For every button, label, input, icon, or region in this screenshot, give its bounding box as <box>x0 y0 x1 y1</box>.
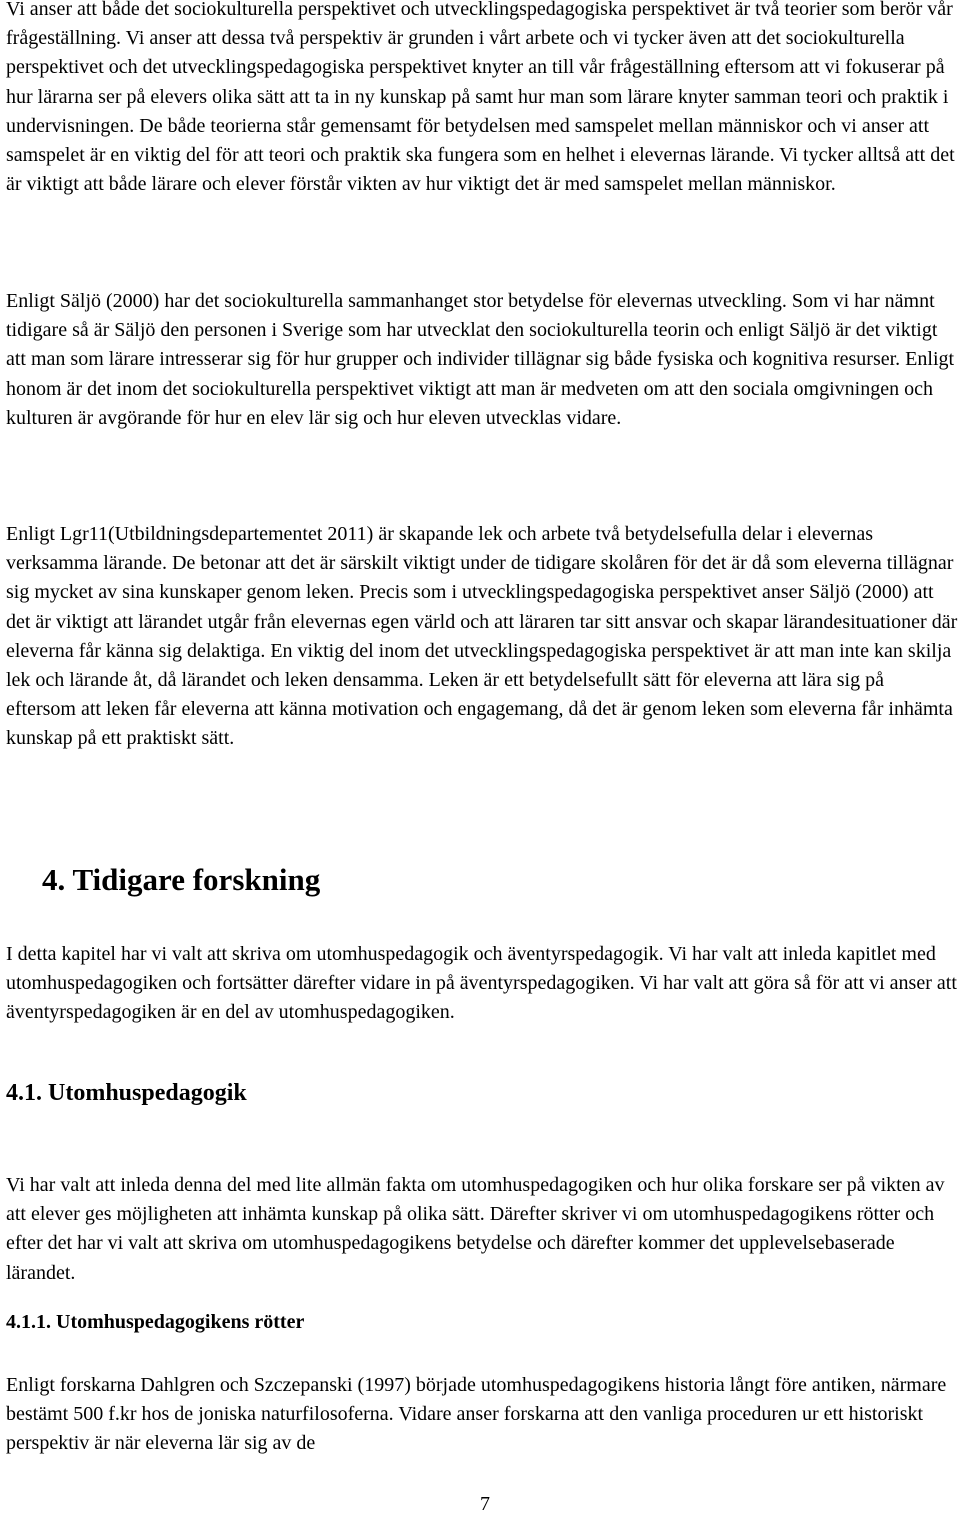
subsection-heading: 4.1.1. Utomhuspedagogikens rötter <box>6 1311 305 1333</box>
body-paragraph: Vi anser att både det sociokulturella perspektivet och utvecklingspedagogiska perspektivet är två teorier som berör vår frågeställning. Vi anser att dessa två perspektiv är grunden i vårt arbete och vi tycker även att det sociokulturella perspektivet och det utvecklingspedagogiska perspektivet knyter an till vår frågeställning eftersom att vi fokuserar på hur lärarna ser på elevers olika sätt att ta in ny kunskap på samt hur man som lärare knyter samman teori och praktik i undervisningen. De både teorierna står gemensamt för betydelsen med samspelet mellan människor och vi anser att samspelet är en viktig del för att teori och praktik ska fungera som en helhet i elevernas lärande. Vi tycker alltså att det är viktigt att både lärare och elever förstår vikten av hur viktigt det är med samspelet mellan människor. <box>6 0 955 196</box>
section-heading: 4.1. Utomhuspedagogik <box>6 1080 247 1106</box>
body-paragraph: Enligt forskarna Dahlgren och Szczepanski (1997) började utomhuspedagogikens historia långt före antiken, närmare bestämt 500 f.kr hos de joniska naturfilosoferna. Vidare anser forskarna att den vanliga proceduren ur ett historiskt perspektiv är när eleverna lär sig av de <box>6 1374 947 1455</box>
page-number: 7 <box>480 1493 490 1515</box>
body-paragraph: I detta kapitel har vi valt att skriva om utomhuspedagogik och äventyrspedagogik. Vi har valt att inleda kapitlet med utomhuspedagogiken och fortsätter därefter vidare in på äventyrspedagogiken. Vi har valt att göra så för att vi anser att äventyrspedagogiken är en del av utomhuspedagogiken. <box>6 943 957 1024</box>
body-paragraph: Enligt Lgr11(Utbildningsdepartementet 2011) är skapande lek och arbete två betydelsefulla delar i elevernas verksamma lärande. De betonar att det är särskilt viktigt under de tidigare skolåren för det är då som eleverna tillägnar sig mycket av sina kunskaper genom leken. Precis som i utvecklingspedagogiska perspektivet anser Säljö (2000) att det är viktigt att lärandet utgår från elevernas egen värld och att läraren tar sitt ansvar och skapar lärandesituationer där eleverna får känna sig delaktiga. En viktig del inom det utvecklingspedagogiska perspektivet är att man inte kan skilja lek och lärande åt, då lärandet och leken densamma. Leken är ett betydelsefullt sätt för eleverna att lära sig på eftersom att leken får eleverna att känna motivation och engagemang, då det är genom leken som eleverna får inhämta kunskap på ett praktiskt sätt. <box>6 523 958 750</box>
document-page <box>6 0 958 1515</box>
body-paragraph: Vi har valt att inleda denna del med lite allmän fakta om utomhuspedagogiken och hur olika forskare ser på vikten av att elever ges möjligheten att inhämta kunskap på olika sätt. Därefter skriver vi om utomhuspedagogikens rötter och efter det har vi valt att skriva om utomhuspedagogikens betydelse och därefter kommer det upplevelsebaserade lärandet. <box>6 1174 945 1284</box>
body-paragraph: Enligt Säljö (2000) har det sociokulturella sammanhanget stor betydelse för elevernas utveckling. Som vi har nämnt tidigare så är Säljö den personen i Sverige som har utvecklat den sociokulturella teorin och enligt Säljö är det viktigt att man som lärare intresserar sig för hur grupper och individer tillägnar sig både fysiska och kognitiva resurser. Enligt honom är det inom det sociokulturella perspektivet viktigt att man är medveten om att den sociala omgivningen och kulturen är avgörande för hur en elev lär sig och hur eleven utvecklas vidare. <box>6 290 955 429</box>
chapter-heading: 4. Tidigare forskning <box>42 862 321 897</box>
